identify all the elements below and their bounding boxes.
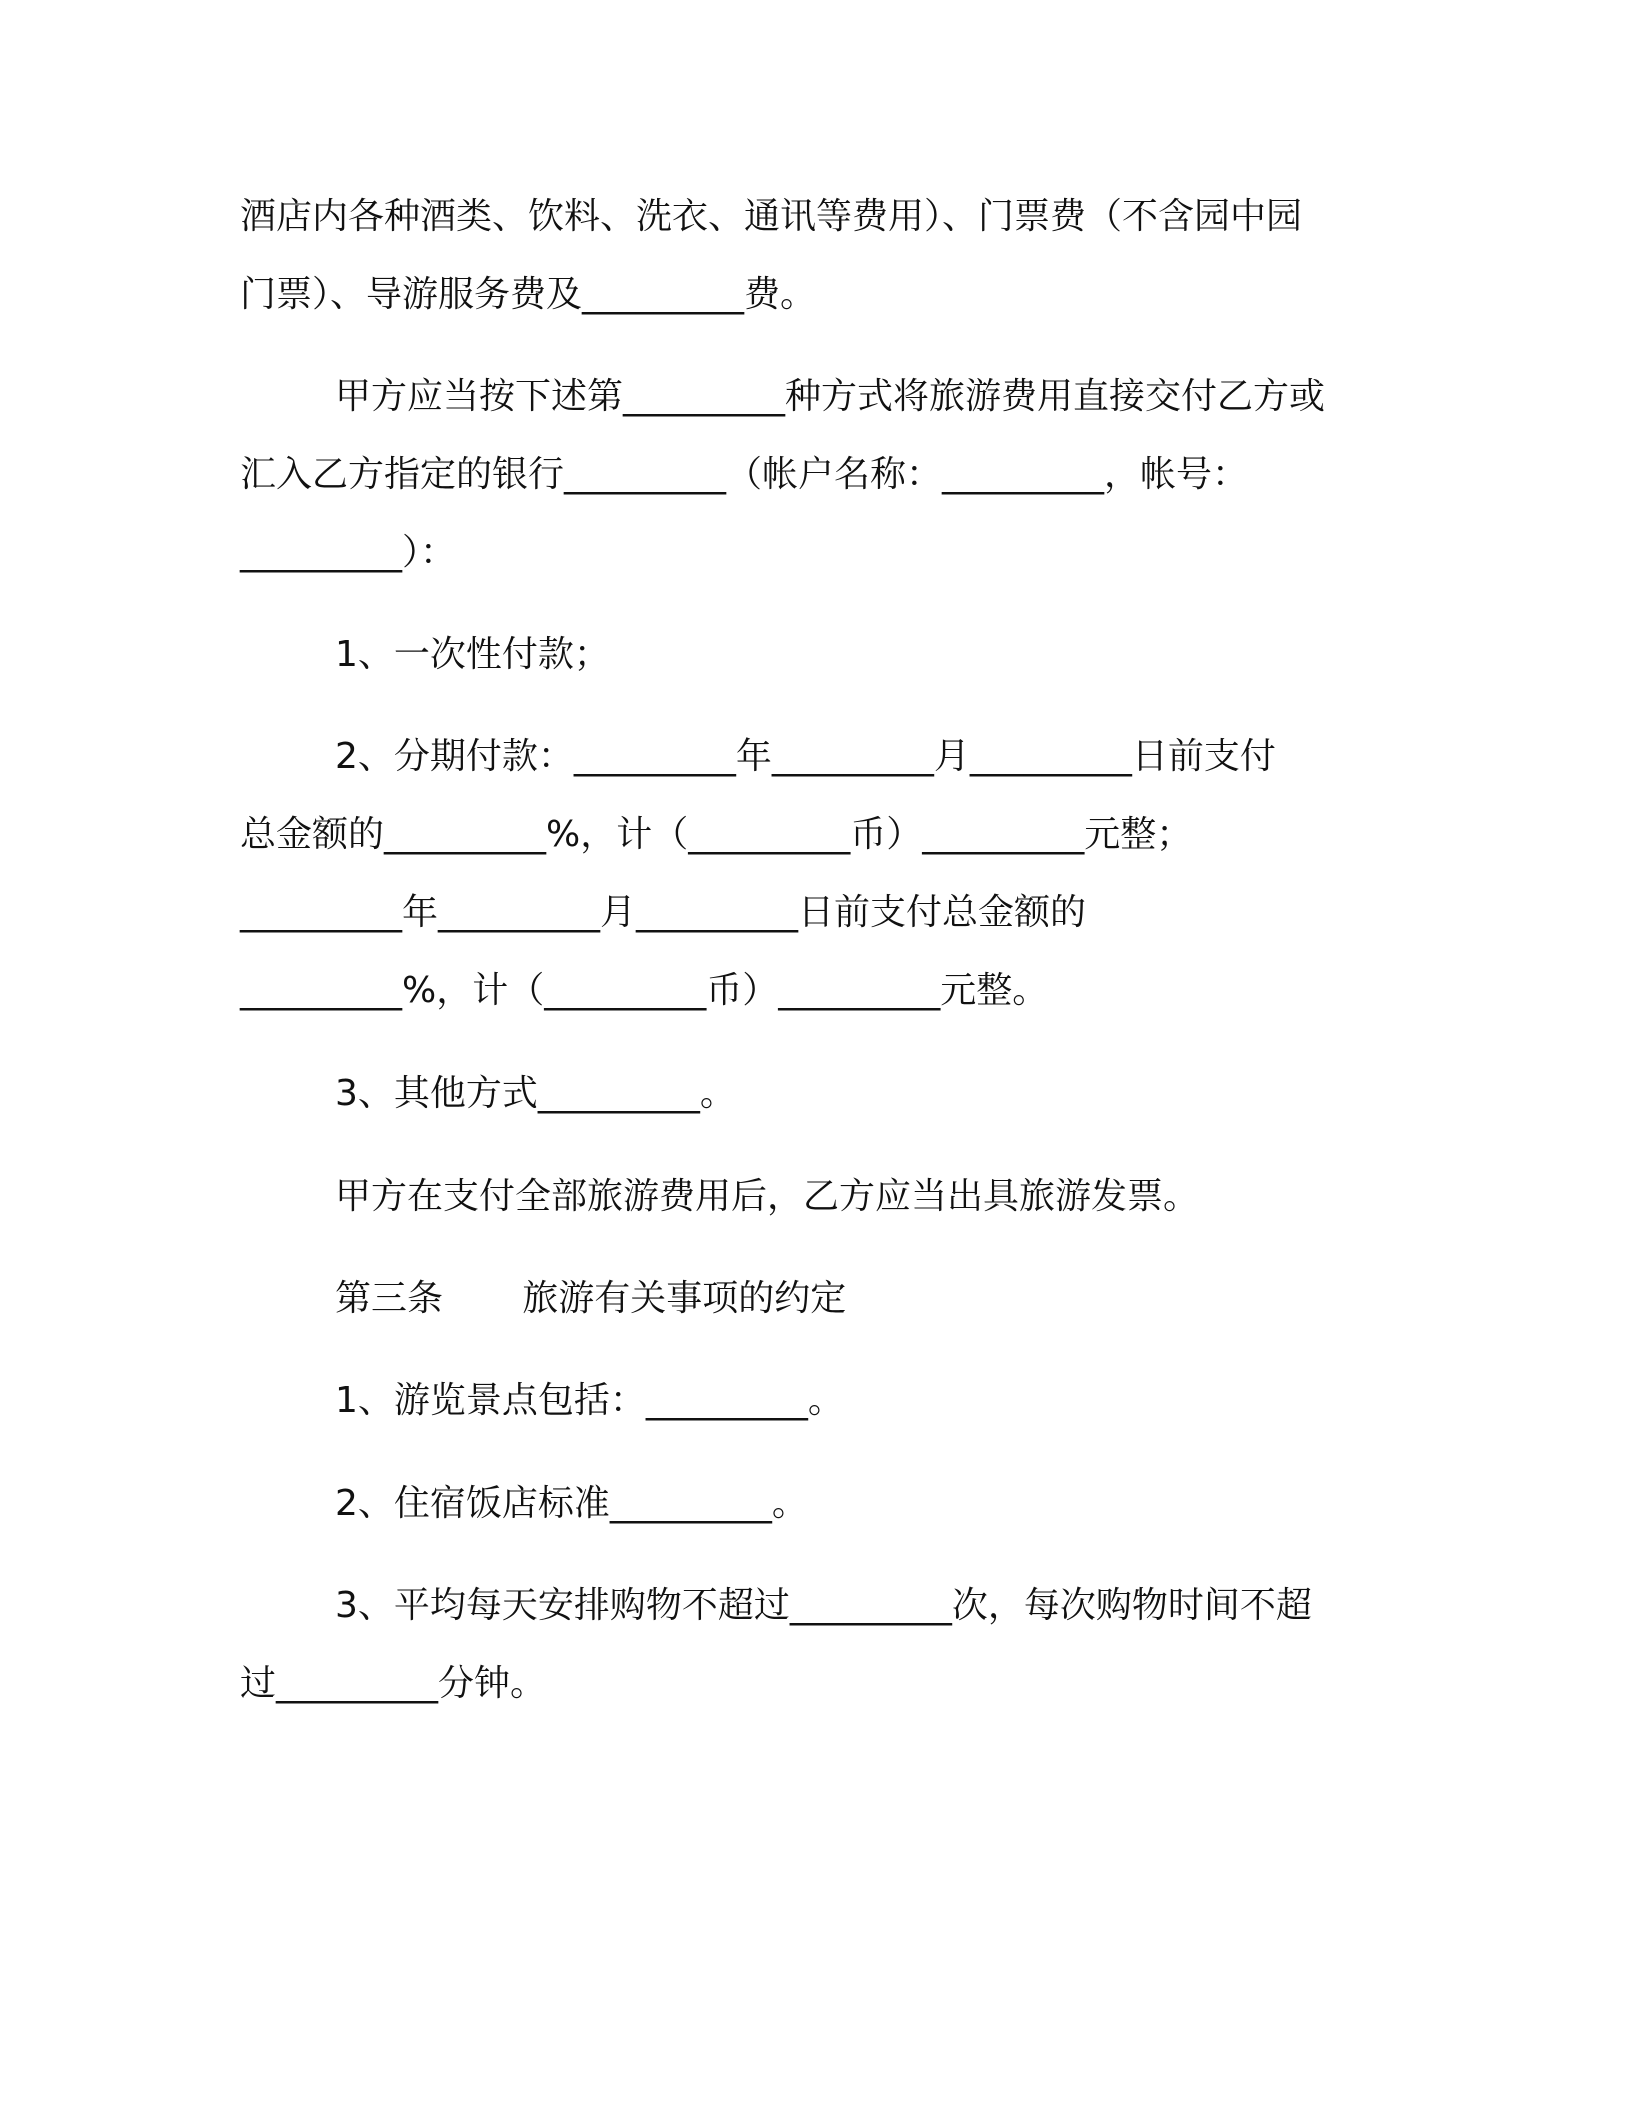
- payment-option-lump-sum: 1、一次性付款；: [335, 634, 610, 675]
- text-line: _________）：: [240, 532, 457, 573]
- article-title: 旅游有关事项的约定: [522, 1278, 847, 1319]
- clause-hotel-standard: 2、住宿饭店标准_________。: [335, 1483, 808, 1524]
- text-line: 甲方应当按下述第_________种方式将旅游费用直接交付乙方或: [335, 376, 1326, 417]
- text-line: 酒店内各种酒类、饮料、洗衣、通讯等费用）、门票费（不含园中园: [240, 196, 1303, 237]
- payment-option-other: 3、其他方式_________。: [335, 1073, 736, 1114]
- clause-attractions: 1、游览景点包括：_________。: [335, 1380, 844, 1421]
- text-line: _________%，计（_________币）_________元整。: [240, 970, 1049, 1011]
- paragraph-installments: [240, 718, 1390, 1030]
- paragraph-payment-method: [240, 358, 1390, 592]
- paragraph-fees: [240, 178, 1390, 334]
- text-line: 2、分期付款：_________年_________月_________日前支付: [335, 736, 1276, 777]
- text-line: 汇入乙方指定的银行_________（帐户名称：_________，帐号：: [240, 454, 1249, 495]
- paragraph-invoice: 甲方在支付全部旅游费用后，乙方应当出具旅游发票。: [335, 1176, 1200, 1217]
- article-number: 第三条: [335, 1278, 444, 1319]
- text-line: 门票）、导游服务费及_________费。: [240, 274, 817, 315]
- text-line: 3、平均每天安排购物不超过_________次，每次购物时间不超: [335, 1585, 1312, 1626]
- article-three-heading: [335, 1260, 846, 1338]
- text-line: _________年_________月_________日前支付总金额的: [240, 892, 1087, 933]
- paragraph-shopping: [240, 1567, 1390, 1723]
- text-line: 总金额的_________%，计（_________币）_________元整；: [240, 814, 1193, 855]
- text-line: 过_________分钟。: [240, 1663, 547, 1704]
